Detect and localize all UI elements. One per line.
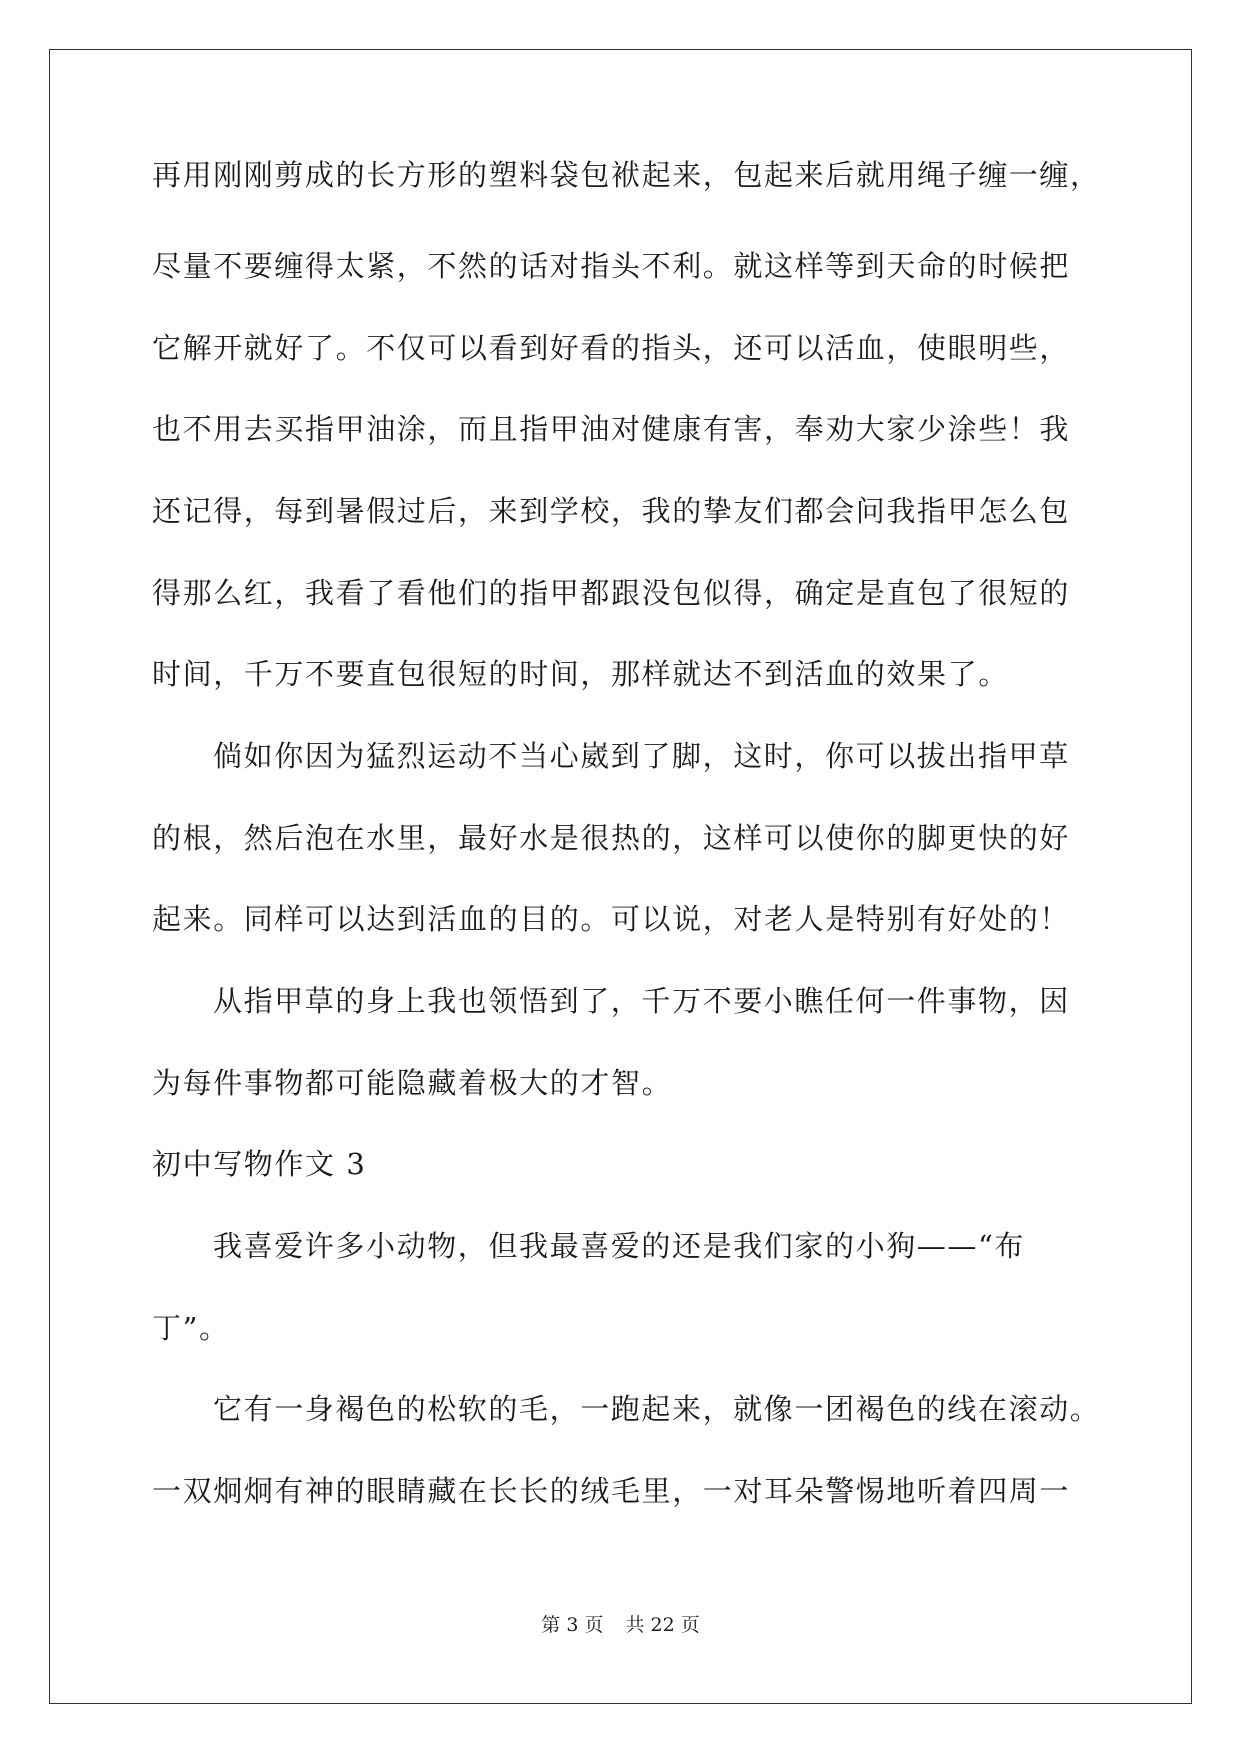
body-line-10: 起来。同样可以达到活血的目的。可以说，对老人是特别有好处的！ bbox=[152, 902, 1071, 936]
body-line-16: 一双炯炯有神的眼睛藏在长长的绒毛里，一对耳朵警惕地听着四周一 bbox=[152, 1474, 1071, 1508]
body-line-7: 时间，千万不要直包很短的时间，那样就达不到活血的效果了。 bbox=[152, 657, 1009, 691]
section-heading: 初中写物作文 3 bbox=[152, 1147, 367, 1181]
body-line-15: 它有一身褐色的松软的毛，一跑起来，就像一团褐色的线在滚动。 bbox=[213, 1392, 1101, 1426]
body-line-5: 还记得，每到暑假过后，来到学校，我的挚友们都会问我指甲怎么包 bbox=[152, 494, 1071, 528]
body-line-2: 尽量不要缠得太紧，不然的话对指头不利。就这样等到天命的时候把 bbox=[152, 249, 1071, 283]
body-line-1: 再用刚刚剪成的长方形的塑料袋包袱起来，包起来后就用绳子缠一缠， bbox=[152, 158, 1101, 192]
body-line-13: 我喜爱许多小动物，但我最喜爱的还是我们家的小狗——“布 bbox=[213, 1229, 1026, 1263]
body-line-11: 从指甲草的身上我也领悟到了，千万不要小瞧任何一件事物，因 bbox=[213, 984, 1070, 1018]
body-line-9: 的根，然后泡在水里，最好水是很热的，这样可以使你的脚更快的好 bbox=[152, 821, 1071, 855]
body-line-3: 它解开就好了。不仅可以看到好看的指头，还可以活血，使眼明些， bbox=[152, 331, 1071, 365]
body-line-6: 得那么红，我看了看他们的指甲都跟没包似得，确定是直包了很短的 bbox=[152, 576, 1071, 610]
body-line-14: 丁”。 bbox=[152, 1311, 230, 1345]
page-footer bbox=[0, 1613, 1241, 1637]
body-line-8: 倘如你因为猛烈运动不当心崴到了脚，这时，你可以拔出指甲草 bbox=[213, 739, 1070, 773]
page-total: 共 22 页 bbox=[625, 1614, 700, 1636]
body-line-12: 为每件事物都可能隐藏着极大的才智。 bbox=[152, 1066, 673, 1100]
page-number: 第 3 页 bbox=[541, 1614, 604, 1636]
page-border bbox=[49, 49, 1192, 1704]
body-line-4: 也不用去买指甲油涂，而且指甲油对健康有害，奉劝大家少涂些！我 bbox=[152, 412, 1071, 446]
